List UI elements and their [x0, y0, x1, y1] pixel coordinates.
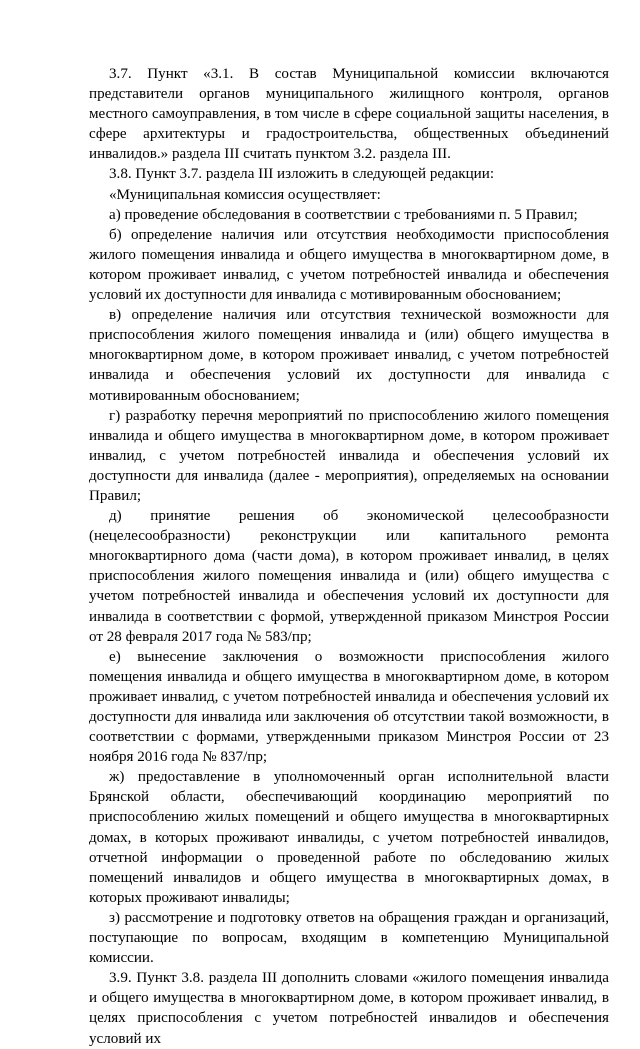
- paragraph-item-b: б) определение наличия или отсутствия необходимости приспособления жилого помещения инвалида и общего имущества в многоквартирном доме, в котором проживает инвалид, с учетом потребностей инвалида и обеспечения условий их доступности для инвалида с мотивированным обоснованием;: [89, 226, 609, 304]
- paragraph-item-g: г) разработку перечня мероприятий по приспособлению жилого помещения инвалида и общего имущества в многоквартирном доме, в котором проживает инвалид, с учетом потребностей инвалида и обеспечения условий их доступности для инвалида (далее - мероприятия), определяемых на основании Правил;: [89, 407, 609, 504]
- paragraph-item-v: в) определение наличия или отсутствия технической возможности для приспособления жилого помещения инвалида и (или) общего имущества в многоквартирном доме, в котором проживает инвалид, с учетом потребностей инвалида и обеспечения условий их доступности для инвалида с мотивированным обоснованием;: [89, 307, 609, 404]
- paragraph-item-zh: ж) предоставление в уполномоченный орган исполнительной власти Брянской области, обеспечивающий координацию мероприятий по приспособлению жилых помещений и общего имущества в многоквартирных домах, в которых проживают инвалиды, с учетом потребностей инвалидов, отчетной информации о проведенной работе по обследованию жилых помещений инвалидов и общего имущества в многоквартирных домах, в которых проживают инвалиды;: [89, 769, 609, 906]
- paragraph-3-7: 3.7. Пункт «3.1. В состав Муниципальной комиссии включаются представители органов муниципального жилищного контроля, органов местного самоуправления, в том числе в сфере социальной защиты населения, в сфере архитектуры и градостроительства, общественных объединений инвалидов.» раздела III считать пунктом 3.2. раздела III.: [89, 66, 609, 163]
- paragraph-item-d: д) принятие решения об экономической целесообразности (нецелесообразности) реконструкции или капитального ремонта многоквартирного дома (части дома), в котором проживает инвалид, в целях приспособления жилого помещения инвалида и (или) общего имущества с учетом потребностей инвалида и обеспечения условий их доступности для инвалида в соответствии с формой, утвержденной приказом Минстроя России от 28 февраля 2017 года № 583/пр;: [89, 508, 609, 645]
- paragraph-commission-duties-intro: «Муниципальная комиссия осуществляет:: [109, 186, 381, 203]
- document-body: [89, 64, 609, 1049]
- paragraph-3-9: 3.9. Пункт 3.8. раздела III дополнить словами «жилого помещения инвалида и общего имущества в многоквартирном доме, в котором проживает инвалид, в целях приспособления с учетом потребностей инвалидов и обеспечения условий их: [89, 970, 609, 1047]
- paragraph-item-e: е) вынесение заключения о возможности приспособления жилого помещения инвалида и общего имущества в многоквартирном доме, в котором проживает инвалид, с учетом потребностей инвалида и обеспечения условий их доступности для инвалида или заключения об отсутствии такой возможности, в соответствии с формами, утвержденными приказом Минстроя России от 23 ноября 2016 года № 837/пр;: [89, 648, 609, 766]
- paragraph-item-a: а) проведение обследования в соответствии с требованиями п. 5 Правил;: [109, 206, 578, 223]
- paragraph-3-8-heading: 3.8. Пункт 3.7. раздела III изложить в следующей редакции:: [109, 166, 495, 183]
- paragraph-item-z: з) рассмотрение и подготовку ответов на обращения граждан и организаций, поступающие по вопросам, входящим в компетенцию Муниципальной комиссии.: [89, 909, 609, 967]
